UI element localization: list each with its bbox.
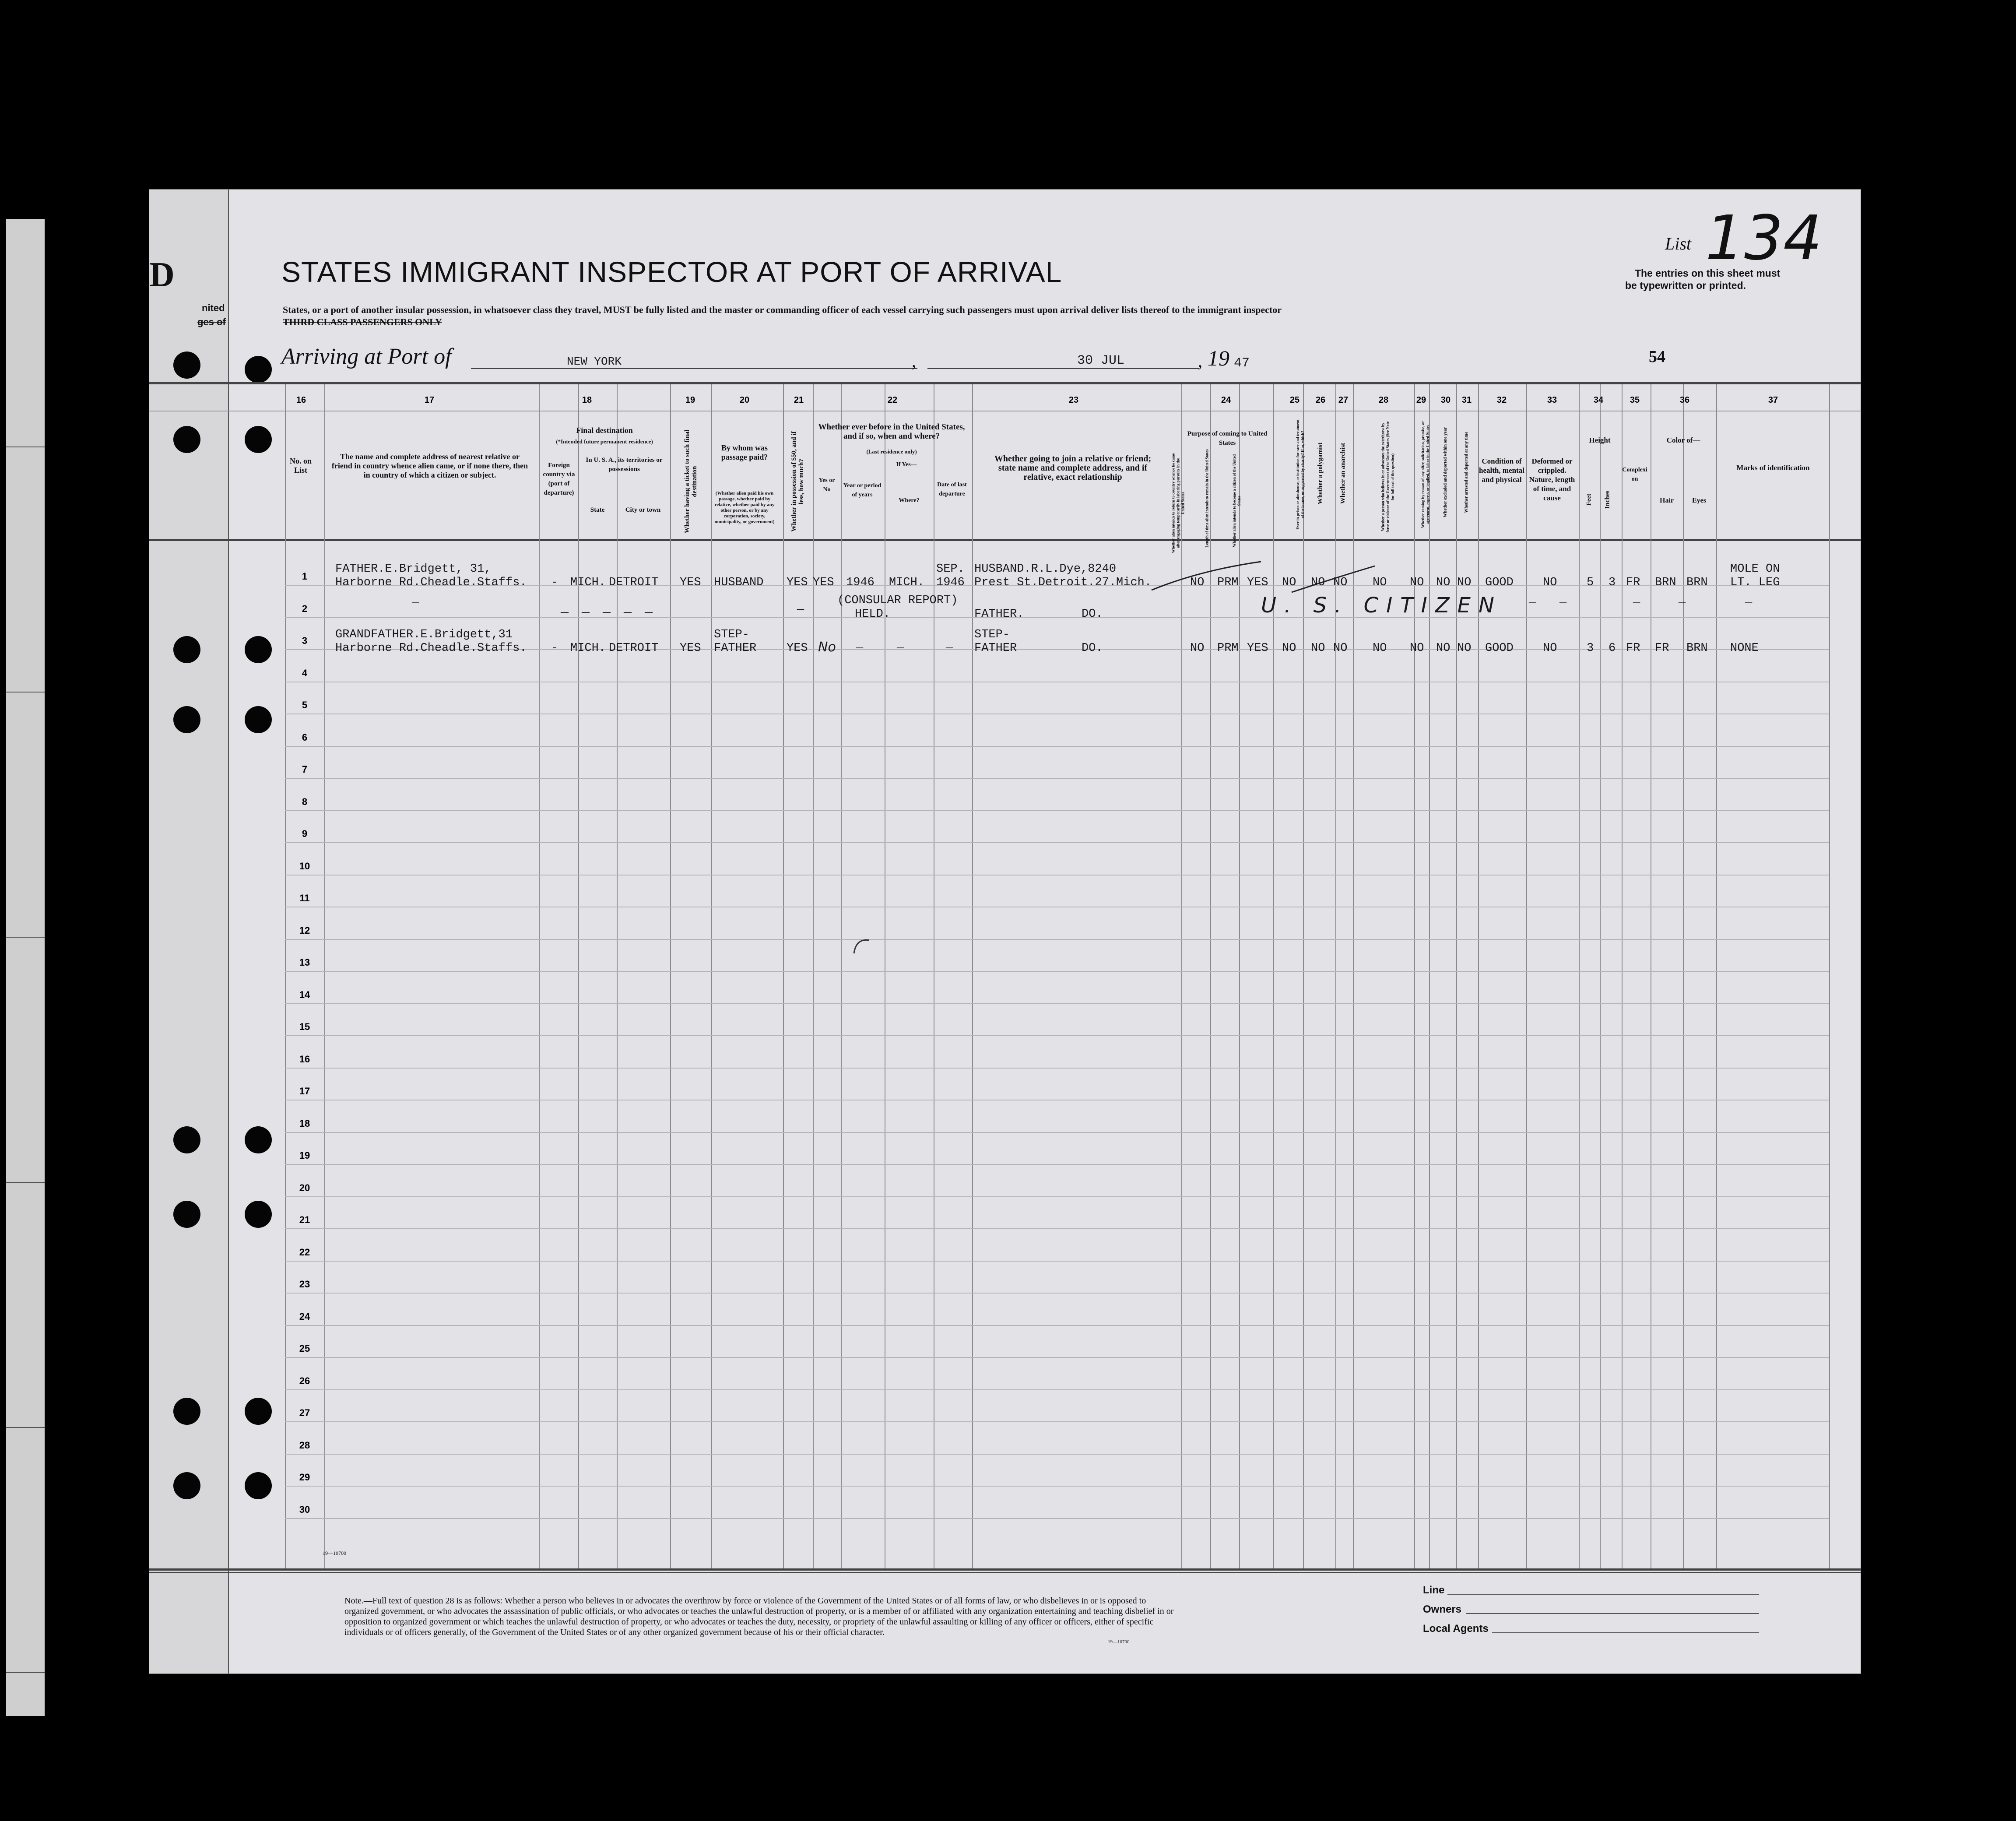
side-fragment: ges of — [197, 316, 226, 327]
column-number: 30 — [1440, 395, 1451, 405]
header-inches: Inches — [1604, 490, 1611, 509]
row3-polygamist: NO — [1311, 642, 1325, 655]
header-become-citizen: Whether alien intends to become a citizen of the United States — [1232, 454, 1241, 548]
owners-label: Owners — [1423, 1603, 1462, 1615]
header-foreign-country: Foreign country via (port of departure) — [543, 462, 575, 496]
header-length-of-stay: Length of time alien intends to remain in the United States — [1205, 449, 1209, 548]
header-deformed: Deformed or crippled. Nature, length of time, and cause — [1529, 457, 1575, 502]
column-number: 18 — [582, 395, 592, 405]
row3-fifty: YES — [787, 642, 808, 655]
row-number: 3 — [302, 635, 308, 646]
class-line: THIRD CLASS PASSENGERS ONLY — [283, 316, 442, 327]
row3-anarchist: NO — [1333, 642, 1348, 655]
pen-mark — [1147, 548, 1489, 601]
pen-mark — [850, 934, 876, 960]
header-where: Where? — [899, 497, 920, 504]
arriving-label: Arriving at Port of — [281, 344, 452, 369]
column-number: 31 — [1461, 395, 1472, 405]
header-labor-offer: Whether coming by reason of any offer, solicitation, promise, or agreement, express or implied, to labor in the United States — [1421, 421, 1430, 528]
page-title: STATES IMMIGRANT INSPECTOR AT PORT OF ARRIVAL — [281, 256, 1062, 288]
header-ticket: Whether having a ticket to such final destination — [684, 429, 698, 534]
row3-deformed: NO — [1543, 642, 1557, 655]
header-purpose: Purpose of coming to United States — [1187, 430, 1268, 446]
row1-join: HUSBAND.R.L.Dye,8240 — [974, 562, 1117, 576]
row3-years: — — [856, 642, 864, 655]
header-complexion: Complexion — [1622, 467, 1647, 482]
column-number: 20 — [739, 395, 750, 405]
header-passage-paid-note: (Whether alien paid his own passage, whether paid by relative, whether paid by any other person, or by any corporation, society, municipality, or government) — [714, 491, 775, 524]
header-overthrow: Whether a person who believes in or advocates the overthrow by force or violence of the Government of the United States (See Note for full text of this question) — [1380, 421, 1395, 533]
row3-health: GOOD — [1485, 642, 1514, 655]
row1-marks-2: LT. LEG — [1730, 576, 1780, 589]
row2-join: FATHER. — [974, 608, 1024, 621]
row1-relative: FATHER.E.Bridgett, 31, — [335, 562, 492, 576]
header-nearest-relative: The name and complete address of nearest relative or friend in country whence alien came, or if none there, then in country of which a citizen or subject. — [331, 452, 528, 479]
header-fifty-dollars: Whether in possession of $50, and if less, how much? — [790, 431, 805, 532]
header-final-destination: Final destination — [576, 426, 633, 435]
row-number: 25 — [299, 1343, 310, 1354]
year-suffix: 47 — [1234, 356, 1250, 371]
column-number: 33 — [1547, 395, 1557, 405]
header-height: Height — [1589, 436, 1611, 444]
row3-prison: NO — [1282, 642, 1296, 655]
row2-relative-dash: — — [412, 597, 419, 610]
header-join-relative: Whether going to join a relative or friend; state name and complete address, and if relative, exact relationship — [994, 454, 1152, 482]
punch-hole — [245, 636, 272, 663]
column-number: 27 — [1338, 395, 1349, 405]
row-number: 28 — [299, 1440, 310, 1451]
row3-paid-by-2: FATHER — [714, 642, 757, 655]
row1-length: PRM — [1217, 576, 1239, 589]
row3-feet: 3 — [1587, 642, 1594, 655]
row3-foreign: - — [551, 642, 558, 655]
row3-hair: FR — [1655, 642, 1669, 655]
row3-complexion: FR — [1626, 642, 1640, 655]
row1-complexion: FR — [1626, 576, 1640, 589]
punch-hole — [173, 352, 200, 379]
row3-join-2: FATHER — [974, 642, 1017, 655]
row-number: 10 — [299, 861, 310, 872]
row1-citizen: YES — [1247, 576, 1268, 589]
row3-labor: NO — [1410, 642, 1424, 655]
row1-departure-year: 1946 — [936, 576, 965, 589]
row1-prison: NO — [1282, 576, 1296, 589]
row3-before: No — [818, 640, 836, 655]
column-number: 23 — [1068, 395, 1079, 405]
row3-eyes: BRN — [1686, 642, 1708, 655]
row1-deported: NO — [1457, 576, 1472, 589]
header-anarchist: Whether an anarchist — [1339, 443, 1347, 504]
row2-join-do: DO. — [1082, 608, 1103, 621]
punch-hole — [245, 1472, 272, 1499]
column-number: 24 — [1221, 395, 1231, 405]
column-number: 34 — [1593, 395, 1604, 405]
row3-excluded: NO — [1436, 642, 1451, 655]
row3-overthrow: NO — [1373, 642, 1387, 655]
header-eyes: Eyes — [1692, 497, 1706, 504]
header-polygamist: Whether a polygamist — [1317, 442, 1324, 505]
entries-note: be typewritten or printed. — [1625, 280, 1746, 291]
column-number: 25 — [1289, 395, 1300, 405]
row1-city: DETROIT — [609, 576, 659, 589]
row-number: 11 — [299, 893, 310, 903]
row3-where: — — [897, 642, 904, 655]
row1-paid-by: HUSBAND — [714, 576, 764, 589]
row1-polygamist: NO — [1311, 576, 1325, 589]
row3-inches: 6 — [1609, 642, 1616, 655]
title-fragment: D — [149, 256, 175, 294]
punch-hole — [245, 426, 272, 453]
punch-hole — [245, 706, 272, 733]
row3-marks: NONE — [1730, 642, 1759, 655]
row1-overthrow: NO — [1373, 576, 1387, 589]
header-hair: Hair — [1660, 497, 1674, 504]
row3-join-do: DO. — [1082, 642, 1103, 655]
row1-marks: MOLE ON — [1730, 562, 1780, 576]
row1-join-address: Prest St.Detroit.27.Mich. — [974, 576, 1152, 589]
row1-hair: BRN — [1655, 576, 1676, 589]
sheet-number: 54 — [1649, 348, 1665, 366]
punch-hole — [173, 1398, 200, 1425]
previous-page-edge — [149, 190, 229, 1673]
header-ever-before-note: (Last residence only) — [866, 448, 917, 455]
column-number: 28 — [1378, 395, 1389, 405]
row-number: 8 — [302, 796, 308, 807]
row3-ticket: YES — [680, 642, 701, 655]
row1-before: YES — [813, 576, 834, 589]
port-value: NEW YORK — [567, 355, 622, 368]
row3-city: DETROIT — [609, 642, 659, 655]
column-number: 26 — [1315, 395, 1326, 405]
header-in-usa: In U. S. A., its territories or possessions — [586, 457, 663, 473]
row1-health: GOOD — [1485, 576, 1514, 589]
header-excluded: Whether excluded and deported within one year — [1443, 427, 1448, 517]
header-health: Condition of health, mental and physical — [1479, 457, 1524, 484]
column-number: 17 — [424, 395, 435, 405]
row2-dash: — — [1559, 597, 1567, 610]
manifest-sheet: D nited ges of STATES IMMIGRANT INSPECTOR AT PORT OF ARRIVAL States, or a port of another insular possession, in whatsoever class they travel, MUST be fully listed and the master or commanding officer of each vessel carrying such passengers must upon arrival deliver lists thereof to the immigrant inspector THIRD CLASS PASSENGERS ONLY List 134 The entries on this sheet must be typewritten or printed. Arriving at Port of NEW YORK , 30 JUL , 19 47 54 16 17 18 19 20 21 22 23 24 25 26 27 28 29 30 31 32 33 34 35 36 37 No. on List The name and complete address of nearest relative or friend in country whence alien came, or if none there, then in country of which a citizen or subject. Final destination (*Intended future permanent residence) Foreign country via (port of departure) In U. S. A., its territories or possessions State City or town Whether having a ticket to such final destination By whom was passage paid? (Whether alien paid his own passage, whether paid by relative, whether paid by any other person, or by any corporation, society, municipality, or government) Whether in possession of $50, and if less, how much? Whether ever before in the United States, and if so, when and where? (Last residence only) If Yes— Yes or No Year or period of years Where? Date of last departure Whether going to join a relative or friend; state name and complete address, and if relative, exact relationship Purpose of coming to United States Whether alien intends to return to country whence he came after engaging temporarily in laboring pursuits in the United States Length of time alien intends to remain in the United States Whether alien intends to become a citizen of the United States Ever in prison or almshouse, or institution for care and treatment of the insane, or supported by charity? If so, which? Whether a polygamist Whether an anarchist Whether a person who believes in or advocates the overthrow by force or violence of the Government of the United States (See Note for full text of this question) Whether coming by reason of any offer, solicitation, promise, or agreement, express or implied, to labor in the United States Whether excluded and deported within one year Whether arrested and deported at any time Condition of health, mental and physical Deformed or crippled. Nature, length of time, and cause Height Feet Inches Complexion Color of— Hair Eyes Marks of identification 1 2 3 4 5 6 7 8 9 10 11 12 13 14 15 16 17 18 19 20 21 22 23 24 25 26 27 28 29 30 FATHER.E.Bridgett, 31, Harborne Rd.Cheadle.Staffs. - MICH. DETROIT YES HUSBAND YES YES 1946 MICH. SEP. 1946 HUSBAND.R.L.Dye,8240 Prest St.Detroit.27.Mich. NO PRM YES NO NO NO NO NO NO NO GOOD NO 5 3 FR BRN BRN MOLE ON LT. LEG — — — — — — — (CONSULAR REPORT) HELD. FATHER. DO. U. S. CITIZEN — — — — — GRANDFATHER.E.Bridgett,31 Harborne Rd.Cheadle.Staffs. - MICH. DETROIT YES STEP- FATHER YES No — — — STEP- FATHER DO. NO PRM YES NO NO NO NO NO NO NO GOOD NO 3 6 FR FR BRN NONE 19—10700 Note.—Full text of question 28 is as follows: Whether a person who believes in or advocates the overthrow by force or violence of the Government of the United States or of all forms of law, or who disbelieves in or is opposed to organized government, or who advocates the assassination of public officials, or who advocates or teaches the unlawful destruction of property, or is a member of or affiliated with any organization entertaining and teaching disbelief in or opposition to organized government or which teaches the unlawful destruction of property, or who advocates or teaches the duty, necessity, or propriety of the unlawful assaulting or killing of any officer or officers, either of specific individuals or of officers generally, of the Government of the United States or of any other organized government because of his or their official character. 19—10700 Line Owners Local Agents — [149, 189, 1861, 1674]
side-fragment: nited — [202, 302, 225, 313]
column-number: 29 — [1416, 395, 1426, 405]
row-number: 24 — [299, 1311, 310, 1322]
row-number: 1 — [302, 571, 308, 582]
row2-dash: — — [1745, 597, 1753, 610]
row3-state: MICH. — [570, 642, 606, 655]
header-prison: Ever in prison or almshouse, or institution for care and treatment of the insane, or supported by charity? If so, which? — [1296, 419, 1305, 530]
row-number: 23 — [299, 1279, 310, 1290]
row3-length: PRM — [1217, 642, 1239, 655]
row-number: 2 — [302, 603, 308, 614]
column-number: 32 — [1496, 395, 1507, 405]
punch-hole — [173, 636, 200, 663]
arrival-date: 30 JUL — [1077, 353, 1125, 368]
row-number: 17 — [299, 1086, 310, 1097]
entries-note: The entries on this sheet must — [1635, 267, 1781, 279]
row2-dashes: — — — — — — [561, 605, 656, 620]
header-city: City or town — [625, 506, 661, 513]
punch-hole — [245, 1126, 272, 1153]
line-label: Line — [1423, 1584, 1445, 1596]
punch-hole — [245, 356, 272, 383]
row-number: 7 — [302, 764, 308, 775]
column-number: 37 — [1768, 395, 1778, 405]
punch-hole — [173, 1201, 200, 1228]
row-number: 6 — [302, 732, 308, 743]
row-number: 29 — [299, 1472, 310, 1483]
row-number: 9 — [302, 828, 308, 839]
row1-fifty: YES — [787, 576, 808, 589]
punch-hole — [245, 1201, 272, 1228]
year-prefix: 19 — [1208, 346, 1229, 370]
header-if-yes: If Yes— — [896, 461, 917, 468]
list-number: 134 — [1705, 203, 1823, 274]
row2-dash: — — [1633, 597, 1640, 610]
header-no-on-list: No. on List — [289, 457, 312, 475]
row1-state: MICH. — [570, 576, 606, 589]
row1-years: 1946 — [846, 576, 875, 589]
punch-hole — [245, 1398, 272, 1425]
row1-departure-month: SEP. — [936, 562, 965, 576]
adjacent-page-strip — [6, 219, 45, 1716]
punch-hole — [173, 426, 200, 453]
row-number: 12 — [299, 925, 310, 936]
row2-consular-held: HELD. — [855, 608, 891, 621]
column-number: 22 — [887, 395, 898, 405]
row1-eyes: BRN — [1686, 576, 1708, 589]
column-number: 16 — [296, 395, 306, 405]
row-number: 16 — [299, 1054, 310, 1065]
row1-return: NO — [1190, 576, 1205, 589]
row1-feet: 5 — [1587, 576, 1594, 589]
column-number: 36 — [1679, 395, 1690, 405]
row3-deported: NO — [1457, 642, 1472, 655]
row1-anarchist: NO — [1333, 576, 1348, 589]
row2-consular: (CONSULAR REPORT) — [837, 594, 958, 607]
row-number: 5 — [302, 700, 308, 710]
header-last-departure: Date of last departure — [937, 482, 967, 497]
row3-join: STEP- — [974, 628, 1010, 641]
row3-relative: GRANDFATHER.E.Bridgett,31 — [335, 628, 513, 641]
row2-dash: — — [1529, 597, 1536, 610]
row3-citizen: YES — [1247, 642, 1268, 655]
row-number: 13 — [299, 957, 310, 968]
row-number: 4 — [302, 668, 308, 678]
row-number: 27 — [299, 1407, 310, 1418]
row1-ticket: YES — [680, 576, 701, 589]
local-agents-label: Local Agents — [1423, 1623, 1489, 1635]
header-final-destination-note: (*Intended future permanent residence) — [556, 438, 653, 445]
row1-where: MICH. — [889, 576, 925, 589]
row3-paid-by: STEP- — [714, 628, 750, 641]
row3-return: NO — [1190, 642, 1205, 655]
header-return-intent: Whether alien intends to return to country whence he came after engaging temporarily in laboring pursuits in the United States — [1171, 453, 1185, 553]
punch-hole — [173, 1126, 200, 1153]
column-number: 19 — [685, 395, 695, 405]
list-label: List — [1665, 234, 1692, 253]
row1-relative-address: Harborne Rd.Cheadle.Staffs. — [335, 576, 527, 589]
column-number: 21 — [794, 395, 804, 405]
row-number: 15 — [299, 1021, 310, 1032]
punch-hole — [173, 1472, 200, 1499]
row-number: 14 — [299, 989, 310, 1000]
row2-dash: — — [1679, 597, 1686, 610]
form-code: 19—10700 — [323, 1550, 346, 1556]
footer-note: Note.—Full text of question 28 is as follows: Whether a person who believes in or advocates the overthrow by force or violence of the Government of the United States or of all forms of law, or who disbelieves in or is opposed to organized government, or who advocates the assassination of public officials, or who advocates or teaches the unlawful destruction of property, or is a member of or affiliated with any organization entertaining and teaching disbelief in or opposition to organized government or which teaches the unlawful destruction of property, or who advocates or teaches the duty, necessity, or propriety of the unlawful assaulting or killing of any officer or officers, either of specific individuals or of officers generally, of the Government of the United States or of any other organized government because of his or their official character. — [344, 1596, 1174, 1637]
row2-citizen-note: U. S. CITIZEN — [1261, 593, 1502, 618]
punch-hole — [173, 706, 200, 733]
row-number: 26 — [299, 1375, 310, 1386]
row-number: 20 — [299, 1182, 310, 1193]
row-number: 19 — [299, 1150, 310, 1161]
row1-foreign: - — [551, 576, 558, 589]
row1-labor: NO — [1410, 576, 1424, 589]
row-number: 18 — [299, 1118, 310, 1129]
header-marks: Marks of identification — [1736, 464, 1810, 472]
header-ever-before: Whether ever before in the United States, and if so, when and where? — [818, 422, 965, 441]
row3-relative-address: Harborne Rd.Cheadle.Staffs. — [335, 642, 527, 655]
header-feet: Feet — [1585, 493, 1593, 506]
footer-note-code: 19—10700 — [1108, 1639, 1130, 1645]
row3-departure: — — [946, 642, 953, 655]
header-yes-or-no: Yes or No — [818, 477, 835, 493]
row1-deformed: NO — [1543, 576, 1557, 589]
header-years: Year or period of years — [843, 482, 882, 498]
header-state: State — [590, 506, 605, 513]
row-number: 21 — [299, 1214, 310, 1225]
row-number: 30 — [299, 1504, 310, 1515]
row2-dash-fifty: — — [797, 603, 804, 616]
header-color-of: Color of— — [1666, 436, 1700, 444]
row-number: 22 — [299, 1247, 310, 1258]
row1-excluded: NO — [1436, 576, 1451, 589]
column-number: 35 — [1630, 395, 1640, 405]
row1-inches: 3 — [1609, 576, 1616, 589]
page-subtitle: States, or a port of another insular possession, in whatsoever class they travel, MUST be fully listed and the master or commanding officer of each vessel carrying such passengers must upon arrival deliver lists thereof to the immigrant inspector — [283, 304, 1282, 315]
header-passage-paid: By whom was passage paid? — [721, 443, 768, 461]
header-deported: Whether arrested and deported at any time — [1464, 432, 1469, 513]
